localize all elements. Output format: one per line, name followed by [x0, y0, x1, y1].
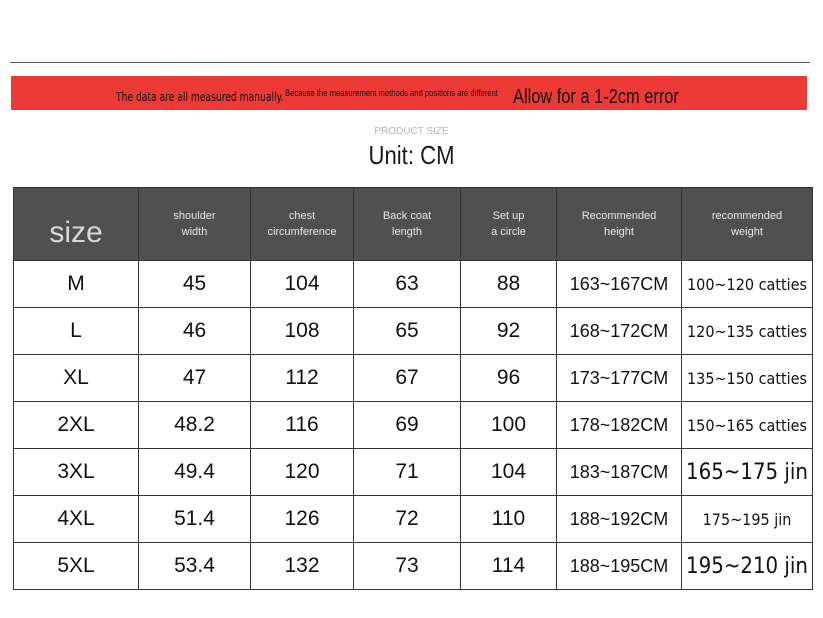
banner-text-methods: Because the measurement methods and positions are different: [285, 88, 498, 98]
cell-height: 168~172CM: [557, 308, 682, 355]
cell-length: 72: [354, 496, 461, 543]
cell-circle: 88: [461, 261, 557, 308]
header-shoulder-width: shoulder width: [139, 188, 251, 261]
cell-length: 67: [354, 355, 461, 402]
cell-circle: 100: [461, 402, 557, 449]
cell-circle: 104: [461, 449, 557, 496]
table-row: [14, 543, 813, 590]
table-row: [14, 355, 813, 402]
cell-chest: 126: [251, 496, 354, 543]
cell-height: 188~195CM: [557, 543, 682, 590]
cell-circle: 114: [461, 543, 557, 590]
cell-length: 73: [354, 543, 461, 590]
cell-shoulder: 47: [139, 355, 251, 402]
cell-circle: 96: [461, 355, 557, 402]
banner-text-manual: The data are all measured manually.: [116, 90, 284, 104]
cell-height: 173~177CM: [557, 355, 682, 402]
cell-weight: 120~135 catties: [682, 308, 813, 355]
cell-weight: 135~150 catties: [682, 355, 813, 402]
cell-height: 183~187CM: [557, 449, 682, 496]
cell-length: 65: [354, 308, 461, 355]
cell-shoulder: 45: [139, 261, 251, 308]
top-divider: [10, 62, 810, 63]
cell-circle: 110: [461, 496, 557, 543]
cell-shoulder: 46: [139, 308, 251, 355]
table-row: [14, 449, 813, 496]
size-chart-table: [13, 187, 813, 590]
unit-title: Unit: CM: [368, 140, 455, 170]
cell-height: 178~182CM: [557, 402, 682, 449]
cell-circle: 92: [461, 308, 557, 355]
cell-chest: 132: [251, 543, 354, 590]
cell-size: 4XL: [14, 496, 139, 543]
cell-length: 63: [354, 261, 461, 308]
header-set-up-circle: Set up a circle: [461, 188, 557, 261]
cell-length: 71: [354, 449, 461, 496]
product-size-caption: PRODUCT SIZE: [374, 126, 449, 137]
cell-weight: 100~120 catties: [682, 261, 813, 308]
cell-weight: 195~210 jin: [682, 543, 813, 590]
table-row: [14, 402, 813, 449]
cell-height: 188~192CM: [557, 496, 682, 543]
header-back-coat-length: Back coat length: [354, 188, 461, 261]
cell-chest: 112: [251, 355, 354, 402]
cell-chest: 120: [251, 449, 354, 496]
cell-shoulder: 51.4: [139, 496, 251, 543]
table-header-row: [14, 188, 813, 261]
cell-chest: 116: [251, 402, 354, 449]
cell-weight: 150~165 catties: [682, 402, 813, 449]
header-chest-circumference: chest circumference: [251, 188, 354, 261]
header-recommended-height: Recommended height: [557, 188, 682, 261]
cell-weight: 175~195 jin: [682, 496, 813, 543]
table-row: [14, 261, 813, 308]
header-recommended-weight: recommended weight: [682, 188, 813, 261]
cell-size: L: [14, 308, 139, 355]
cell-shoulder: 53.4: [139, 543, 251, 590]
cell-chest: 108: [251, 308, 354, 355]
table-row: [14, 308, 813, 355]
table-row: [14, 496, 813, 543]
cell-weight: 165~175 jin: [682, 449, 813, 496]
header-size: size: [14, 188, 139, 261]
cell-size: 2XL: [14, 402, 139, 449]
error-notice-banner: [11, 76, 807, 110]
cell-size: M: [14, 261, 139, 308]
cell-size: XL: [14, 355, 139, 402]
cell-length: 69: [354, 402, 461, 449]
banner-text-error: Allow for a 1-2cm error: [513, 86, 679, 108]
cell-shoulder: 48.2: [139, 402, 251, 449]
cell-size: 3XL: [14, 449, 139, 496]
cell-chest: 104: [251, 261, 354, 308]
cell-size: 5XL: [14, 543, 139, 590]
cell-shoulder: 49.4: [139, 449, 251, 496]
cell-height: 163~167CM: [557, 261, 682, 308]
